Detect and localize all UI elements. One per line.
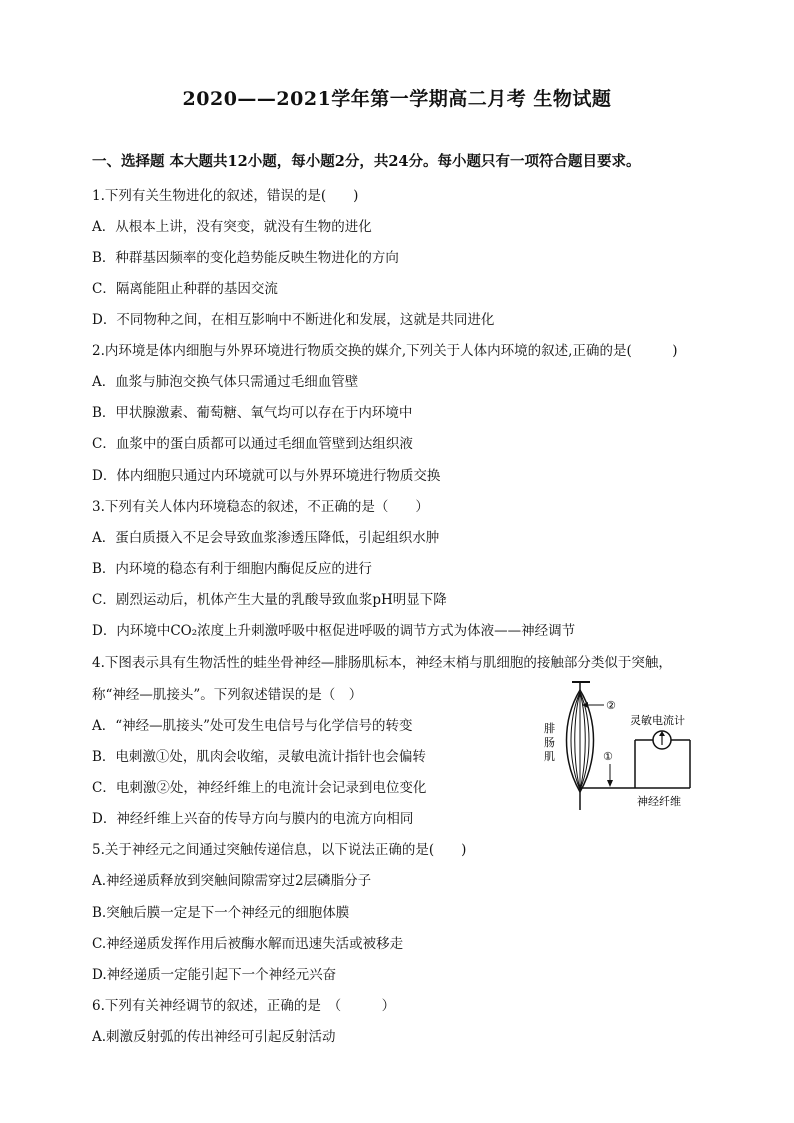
muscle-label-3: 肌 — [544, 750, 555, 763]
question-5-option-b: B.突触后膜一定是下一个神经元的细胞体膜 — [92, 905, 350, 921]
question-3-option-a: A．蛋白质摄入不足会导致血浆渗透压降低，引起组织水肿 — [92, 530, 440, 546]
question-2-option-b: B．甲状腺激素、葡萄糖、氧气均可以存在于内环境中 — [92, 405, 413, 421]
question-1-option-c: C．隔离能阻止种群的基因交流 — [92, 281, 278, 297]
question-4-option-b: B．电刺激①处，肌肉会收缩，灵敏电流计指针也会偏转 — [92, 749, 426, 765]
question-2-option-d: D．体内细胞只通过内环境就可以与外界环境进行物质交换 — [92, 468, 441, 484]
meter-label: 灵敏电流计 — [630, 714, 685, 727]
question-3-option-c: C．剧烈运动后，机体产生大量的乳酸导致血浆pH明显下降 — [92, 592, 447, 608]
question-3-stem: 3.下列有关人体内环境稳态的叙述，不正确的是（ ） — [92, 499, 429, 515]
question-2-stem: 2.内环境是体内细胞与外界环境进行物质交换的媒介,下列关于人体内环境的叙述,正确的是( ) — [92, 343, 678, 359]
question-3-option-b: B．内环境的稳态有利于细胞内酶促反应的进行 — [92, 561, 372, 577]
question-4-option-a: A．“神经—肌接头”处可发生电信号与化学信号的转变 — [92, 718, 413, 734]
question-5-option-a: A.神经递质释放到突触间隙需穿过2层磷脂分子 — [92, 873, 372, 889]
question-1-option-b: B．种群基因频率的变化趋势能反映生物进化的方向 — [92, 250, 399, 266]
question-1-option-a: A．从根本上讲，没有突变，就没有生物的进化 — [92, 219, 372, 235]
question-6-stem: 6.下列有关神经调节的叙述，正确的是 （ ） — [92, 998, 396, 1014]
page-title: 2020——2021学年第一学期高二月考 生物试题 — [182, 88, 612, 110]
nerve-muscle-diagram — [540, 680, 700, 810]
question-4-option-d: D．神经纤维上兴奋的传导方向与膜内的电流方向相同 — [92, 811, 414, 827]
stimulus-1-arrow — [607, 780, 613, 787]
question-4-stem-line1: 4.下图表示具有生物活性的蛙坐骨神经—腓肠肌标本，神经末梢与肌细胞的接触部分类似于突触， — [92, 655, 672, 671]
question-1-stem: 1.下列有关生物进化的叙述，错误的是( ) — [92, 188, 359, 204]
section-header: 一、选择题 本大题共12小题，每小题2分，共24分。每小题只有一项符合题目要求。 — [92, 153, 641, 170]
muscle-label-2: 肠 — [544, 736, 555, 749]
nerve-muscle-figure — [540, 680, 700, 810]
question-2-option-c: C．血浆中的蛋白质都可以通过毛细血管壁到达组织液 — [92, 436, 413, 452]
question-2-option-a: A．血浆与肺泡交换气体只需通过毛细血管壁 — [92, 374, 359, 390]
question-5-option-c: C.神经递质发挥作用后被酶水解而迅速失活或被移走 — [92, 936, 404, 952]
muscle-label-1: 腓 — [544, 722, 555, 735]
question-4-stem-line2: 称“神经—肌接头”。下列叙述错误的是（ ） — [92, 687, 363, 703]
question-6-option-a: A.刺激反射弧的传出神经可引起反射活动 — [92, 1029, 336, 1045]
question-4-option-c: C．电刺激②处，神经纤维上的电流计会记录到电位变化 — [92, 780, 427, 796]
question-1-option-d: D．不同物种之间，在相互影响中不断进化和发展，这就是共同进化 — [92, 312, 495, 328]
point-2-label: ② — [606, 699, 616, 712]
fiber-label: 神经纤维 — [637, 795, 681, 808]
question-5-option-d: D.神经递质一定能引起下一个神经元兴奋 — [92, 967, 337, 983]
point-1-label: ① — [603, 750, 613, 763]
question-5-stem: 5.关于神经元之间通过突触传递信息，以下说法正确的是( ) — [92, 842, 467, 858]
question-3-option-d: D．内环境中CO₂浓度上升刺激呼吸中枢促进呼吸的调节方式为体液——神经调节 — [92, 623, 576, 639]
